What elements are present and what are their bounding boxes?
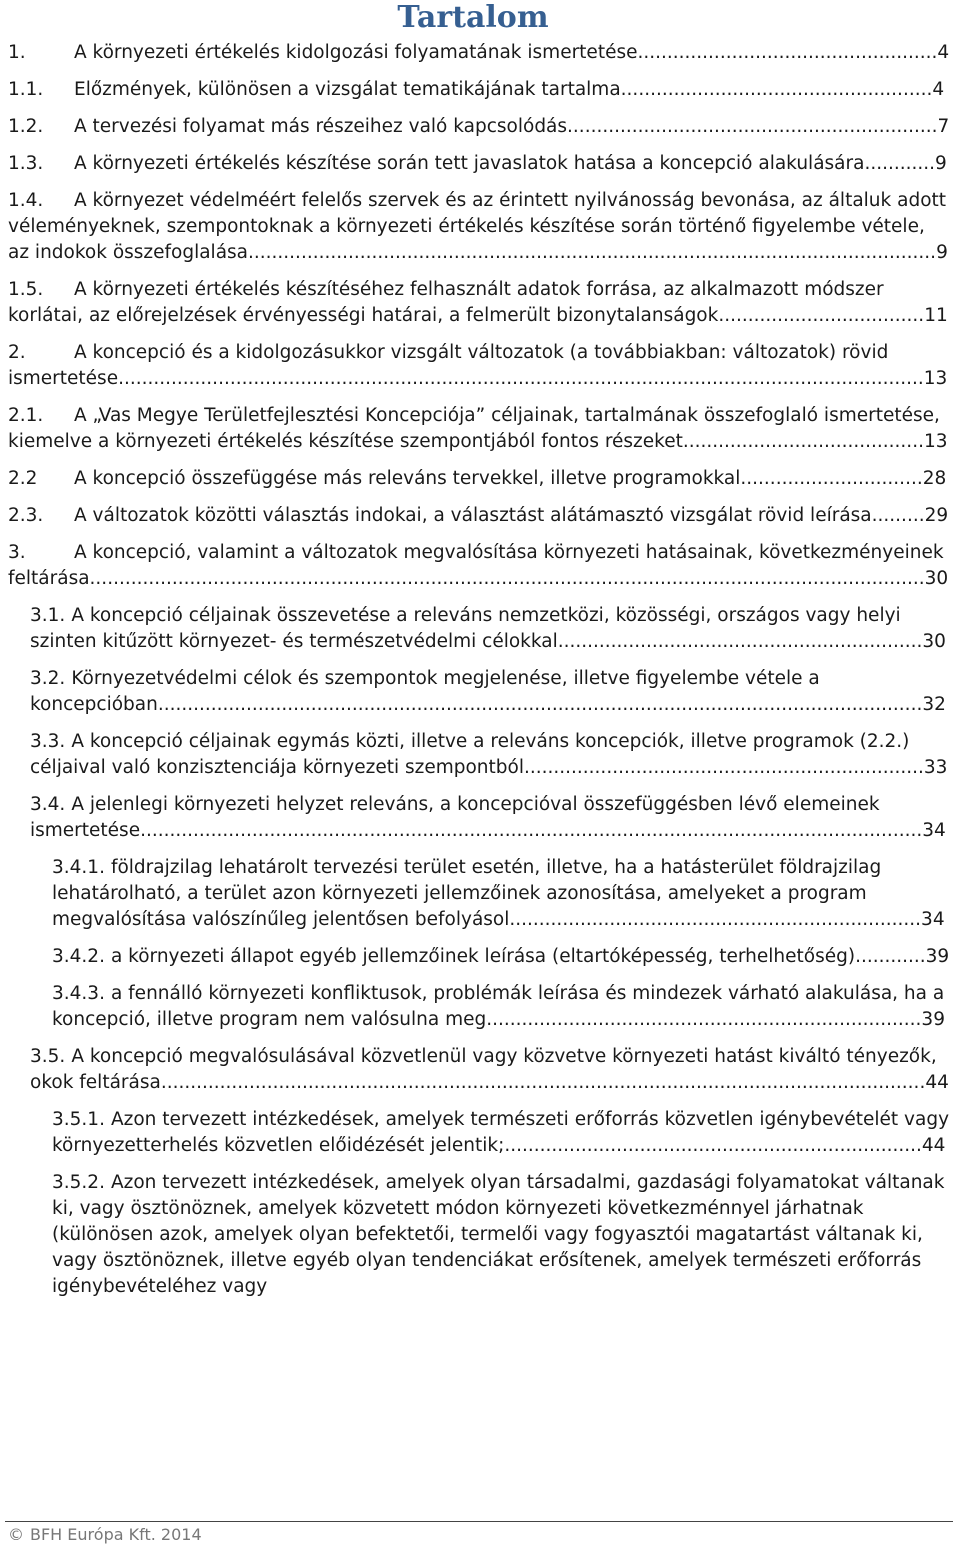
toc-entry-number: 2. — [8, 342, 26, 363]
toc-leader-dots: ..................................................................................................................... — [248, 242, 937, 263]
toc-leader-dots: ...................................................................... — [509, 909, 922, 930]
toc-entry-title: A jelenlegi környezeti helyzet releváns, a koncepcióval összefüggésben lévő elemeinek ismertetése — [30, 794, 880, 841]
toc-entry-number: 2.3. — [8, 505, 44, 526]
toc-entry-page: 30 — [924, 568, 949, 589]
toc-entry[interactable] — [0, 981, 960, 1033]
toc-leader-dots: .......................................................................... — [486, 1009, 922, 1030]
toc-entry[interactable] — [0, 540, 960, 592]
toc-entry-number: 2.2 — [8, 468, 38, 489]
toc-leader-dots: .............................................................................................................................................. — [89, 568, 925, 589]
toc-entry-page: 9 — [936, 242, 948, 263]
toc-entry-title: a környezeti állapot egyéb jellemzőinek leírása (eltartóképesség, terhelhetőség) — [110, 946, 856, 967]
toc-entry-page: 9 — [935, 153, 947, 174]
toc-entry-number: 1.2. — [8, 116, 44, 137]
toc-entry-title: A környezeti értékelés kidolgozási folyamatának ismertetése — [74, 42, 638, 63]
toc-entry[interactable] — [0, 666, 960, 718]
toc-entry[interactable] — [0, 151, 960, 177]
toc-entry-number: 2.1. — [8, 405, 44, 426]
toc-leader-dots: ..................................................... — [620, 79, 933, 100]
toc-entry[interactable] — [0, 944, 960, 970]
toc-entry-number: 3.4.2. — [52, 946, 105, 967]
toc-entry-title: A környezeti értékelés készítése során tett javaslatok hatása a koncepció alakulására — [74, 153, 865, 174]
toc-entry-title: Környezetvédelmi célok és szempontok megjelenése, illetve figyelembe vétele a koncepcióban — [30, 668, 820, 715]
toc-entry-title: A koncepció, valamint a változatok megvalósítása környezeti hatásainak, következményeinek feltárása — [8, 542, 944, 589]
copyright-icon: © — [8, 1525, 24, 1544]
toc-leader-dots: ............ — [855, 946, 926, 967]
toc-entry-number: 3.4.1. — [52, 857, 105, 878]
toc-entry-number: 3.2. — [30, 668, 66, 689]
toc-entry[interactable] — [0, 1170, 960, 1300]
toc-entry[interactable] — [0, 40, 960, 66]
toc-entry-page: 39 — [925, 946, 950, 967]
toc-entry-page: 11 — [924, 305, 948, 326]
toc-entry-title: A környezet védelméért felelős szervek és az érintett nyilvánosság bevonása, az általuk adott véleményeknek, szempontoknak a környezeti értékelés készítése során történő figyelembe vétele, az indokok összefoglalása — [8, 190, 947, 263]
toc-entry-number: 1.3. — [8, 153, 44, 174]
toc-leader-dots: ................................................... — [637, 42, 938, 63]
toc-leader-dots: ......................................... — [682, 431, 924, 452]
toc-entry-title: A koncepció céljainak egymás közti, illetve a releváns koncepciók, illetve programok (2.2.) céljaival való konzisztenciája környezeti szempontból — [30, 731, 910, 778]
table-of-contents — [0, 40, 960, 1311]
toc-leader-dots: ....................................................................... — [504, 1135, 922, 1156]
toc-entry-title: a fennálló környezeti konfliktusok, problémák leírása és mindezek várható alakulása, ha a koncepció, illetve program nem valósulna meg — [52, 983, 945, 1030]
toc-entry-number: 3.3. — [30, 731, 66, 752]
toc-entry-page: 44 — [921, 1135, 946, 1156]
toc-entry-page: 34 — [922, 820, 946, 841]
toc-leader-dots: ............................................................... — [567, 116, 938, 137]
toc-leader-dots: ............ — [864, 153, 936, 174]
toc-entry[interactable] — [0, 466, 960, 492]
toc-leader-dots: .............................................................. — [557, 631, 923, 652]
toc-entry-title: A változatok közötti választás indokai, a választást alátámasztó vizsgálat rövid leírása — [74, 505, 872, 526]
toc-entry-page: 4 — [937, 42, 950, 63]
toc-entry[interactable] — [0, 277, 960, 329]
toc-entry[interactable] — [0, 1107, 960, 1159]
toc-entry-page: 4 — [932, 79, 945, 100]
toc-entry-number: 3. — [8, 542, 26, 563]
toc-entry[interactable] — [0, 403, 960, 455]
toc-entry-number: 1.4. — [8, 190, 44, 211]
toc-entry[interactable] — [0, 114, 960, 140]
footer-divider — [5, 1521, 953, 1522]
toc-entry-number: 3.5.1. — [52, 1109, 105, 1130]
toc-entry-title: Azon tervezett intézkedések, amelyek olyan társadalmi, gazdasági folyamatokat váltanak ki, vagy ösztönöznek, amelyek közvetett módon környezeti következménnyel járhatnak (különösen azok, amelyek olyan befektetői, termelői vagy fogyasztói magatartást váltanak ki, vagy ösztönöznek, illetve egyéb olyan tendenciákat erősítenek, amelyek természeti erőforrás igénybevételéhez vagy — [52, 1172, 945, 1297]
toc-leader-dots: ............................... — [740, 468, 923, 489]
toc-entry-number: 3.5. — [30, 1046, 66, 1067]
toc-entry-page: 32 — [922, 694, 946, 715]
toc-entry-page: 7 — [937, 116, 950, 137]
toc-entry-number: 3.5.2. — [52, 1172, 105, 1193]
toc-entry[interactable] — [0, 603, 960, 655]
toc-entry-title: A koncepció megvalósulásával közvetlenül vagy közvetve környezeti hatást kiváltó tényezők, okok feltárása. — [30, 1046, 937, 1093]
toc-entry-number: 3.4. — [30, 794, 66, 815]
toc-entry-number: 1.5. — [8, 279, 44, 300]
toc-entry[interactable] — [0, 729, 960, 781]
toc-entry-page: 30 — [922, 631, 946, 652]
toc-leader-dots: ..................................................................................................................................... — [140, 820, 923, 841]
toc-entry-page: 13 — [923, 431, 948, 452]
toc-entry-page: 29 — [924, 505, 949, 526]
toc-entry-number: 3.4.3. — [52, 983, 105, 1004]
toc-entry-page: 33 — [923, 757, 948, 778]
toc-leader-dots: ......................................................................................................................................... — [118, 368, 924, 389]
toc-entry-number: 3.1. — [30, 605, 66, 626]
toc-leader-dots: ......... — [871, 505, 925, 526]
toc-entry-number: 1. — [8, 42, 26, 63]
toc-entry-page: 28 — [922, 468, 947, 489]
footer — [8, 1525, 202, 1545]
toc-entry-page: 34 — [921, 909, 945, 930]
footer-text: BFH Európa Kft. 2014 — [30, 1525, 202, 1544]
toc-entry-title: A koncepció összefüggése más releváns tervekkel, illetve programokkal — [74, 468, 741, 489]
toc-entry-page: 44 — [925, 1072, 949, 1093]
toc-entry-title: földrajzilag lehatárolt tervezési terület esetén, illetve, ha a hatásterület földrajzilag lehatárolható, a terület azon környezeti jellemzőinek azonosítása, amelyeket a program megvalósítása valószínűleg jelentősen befolyásol — [52, 857, 882, 930]
toc-entry[interactable] — [0, 340, 960, 392]
toc-entry[interactable] — [0, 855, 960, 933]
toc-leader-dots: ................................................................................................................................. — [166, 1072, 926, 1093]
toc-leader-dots: .................................................................................................................................. — [157, 694, 923, 715]
toc-entry-title: A tervezési folyamat más részeihez való kapcsolódás — [74, 116, 568, 137]
page-title: Tartalom — [397, 0, 549, 35]
toc-entry-title: A „Vas Megye Területfejlesztési Koncepciója” céljainak, tartalmának összefoglaló ismertetése, kiemelve a környezeti értékelés készítése szempontjából fontos részeket — [8, 405, 940, 452]
toc-entry[interactable] — [0, 503, 960, 529]
toc-entry[interactable] — [0, 188, 960, 266]
toc-entry[interactable] — [0, 77, 960, 103]
toc-leader-dots: .................................. — [724, 305, 925, 326]
toc-entry-title: A koncepció és a kidolgozásukkor vizsgált változatok (a továbbiakban: változatok) rövid ismertetése — [8, 342, 889, 389]
toc-entry-page: 39 — [921, 1009, 945, 1030]
toc-entry[interactable] — [0, 1044, 960, 1096]
toc-entry-number: 1.1. — [8, 79, 44, 100]
toc-entry-title: Azon tervezett intézkedések, amelyek természeti erőforrás közvetlen igénybevételét vagy környezetterhelés közvetlen előidézését jelentik; — [52, 1109, 950, 1156]
toc-entry-page: 13 — [923, 368, 948, 389]
toc-entry-title: A környezeti értékelés készítéséhez felhasznált adatok forrása, az alkalmazott módszer korlátai, az előrejelzések érvényességi határai, a felmerült bizonytalanságok. — [8, 279, 884, 326]
toc-entry-title: A koncepció céljainak összevetése a releváns nemzetközi, közösségi, országos vagy helyi szinten kitűzött környezet- és természetvédelmi célokkal — [30, 605, 901, 652]
toc-entry-title: Előzmények, különösen a vizsgálat tematikájának tartalma — [74, 79, 621, 100]
toc-leader-dots: .................................................................... — [523, 757, 924, 778]
toc-entry[interactable] — [0, 792, 960, 844]
